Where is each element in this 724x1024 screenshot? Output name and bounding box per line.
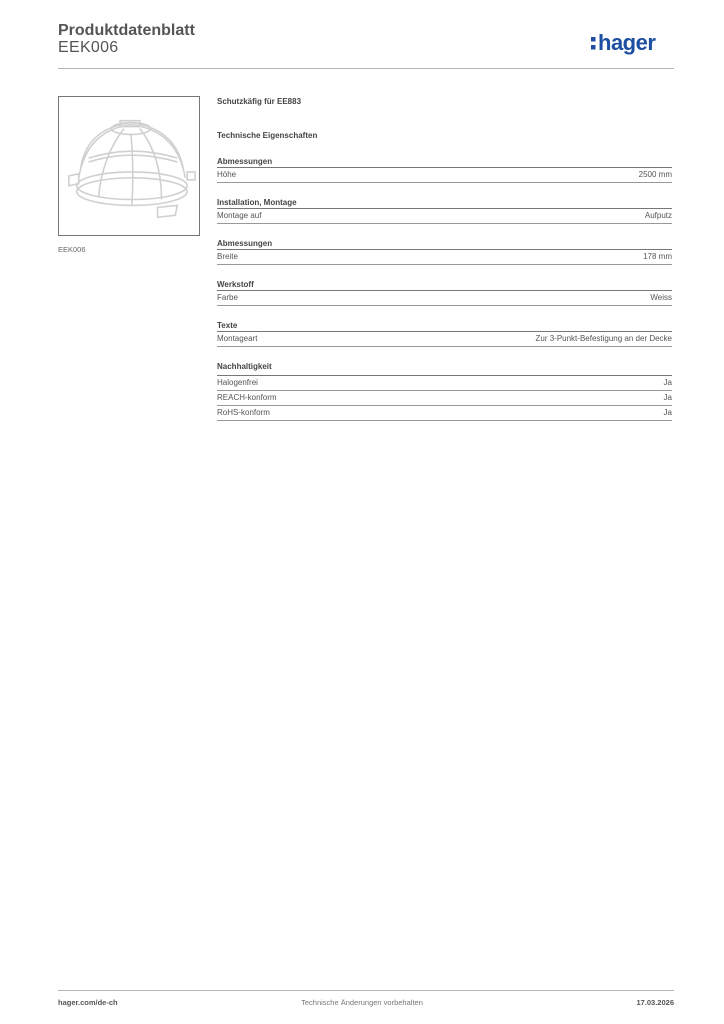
footer-disclaimer: Technische Änderungen vorbehalten [301, 998, 423, 1007]
product-details [217, 96, 672, 421]
row-value: 178 mm [643, 252, 672, 261]
table-row [217, 291, 672, 306]
footer-date: 17.03.2026 [636, 998, 674, 1007]
footer-divider [58, 990, 674, 991]
row-label: Höhe [217, 170, 237, 179]
group-title: Nachhaltigkeit [217, 362, 272, 371]
row-value: Ja [663, 408, 672, 417]
row-value: 2500 mm [638, 170, 672, 179]
row-label: Breite [217, 252, 238, 261]
group-title: Werkstoff [217, 279, 672, 291]
row-label: Farbe [217, 293, 238, 302]
row-label: Montage auf [217, 211, 262, 220]
row-value: Ja [663, 378, 672, 387]
group-texte [217, 320, 672, 347]
product-image [58, 96, 200, 236]
document-title: Produktdatenblatt [58, 22, 195, 39]
row-label: REACH-konform [217, 393, 277, 402]
product-title: Schutzkäfig für EE883 [217, 97, 302, 106]
row-value: Weiss [650, 293, 672, 302]
group-abmessungen-breite [217, 238, 672, 265]
table-row [217, 250, 672, 265]
hager-logo [590, 28, 674, 58]
group-nachhaltigkeit [217, 361, 672, 421]
image-caption: EEK006 [58, 245, 86, 254]
row-label: Halogenfrei [217, 378, 258, 387]
row-list [217, 375, 672, 421]
table-row [217, 332, 672, 347]
group-title: Texte [217, 320, 672, 332]
row-value: Aufputz [644, 211, 672, 220]
group-title: Abmessungen [217, 156, 672, 168]
group-title: Installation, Montage [217, 197, 672, 209]
group-title: Abmessungen [217, 238, 672, 250]
table-row [217, 209, 672, 224]
logo-text: hager [598, 30, 656, 55]
group-abmessungen-hoehe [217, 156, 672, 183]
hager-logo-graphic [590, 28, 674, 58]
section-title: Technische Eigenschaften [217, 131, 318, 140]
table-row [217, 376, 672, 391]
group-werkstoff [217, 279, 672, 306]
row-label: Montageart [217, 334, 258, 343]
product-code: EEK006 [58, 39, 119, 56]
group-installation [217, 197, 672, 224]
table-row [217, 391, 672, 406]
row-label: RoHS-konform [217, 408, 270, 417]
row-value: Ja [663, 393, 672, 402]
table-row [217, 406, 672, 421]
wire-cage-icon [59, 97, 199, 235]
table-row [217, 168, 672, 183]
header-divider [58, 68, 674, 69]
footer-website-link[interactable]: hager.com/de-ch [58, 998, 118, 1007]
row-value: Zur 3-Punkt-Befestigung an der Decke [535, 334, 672, 343]
